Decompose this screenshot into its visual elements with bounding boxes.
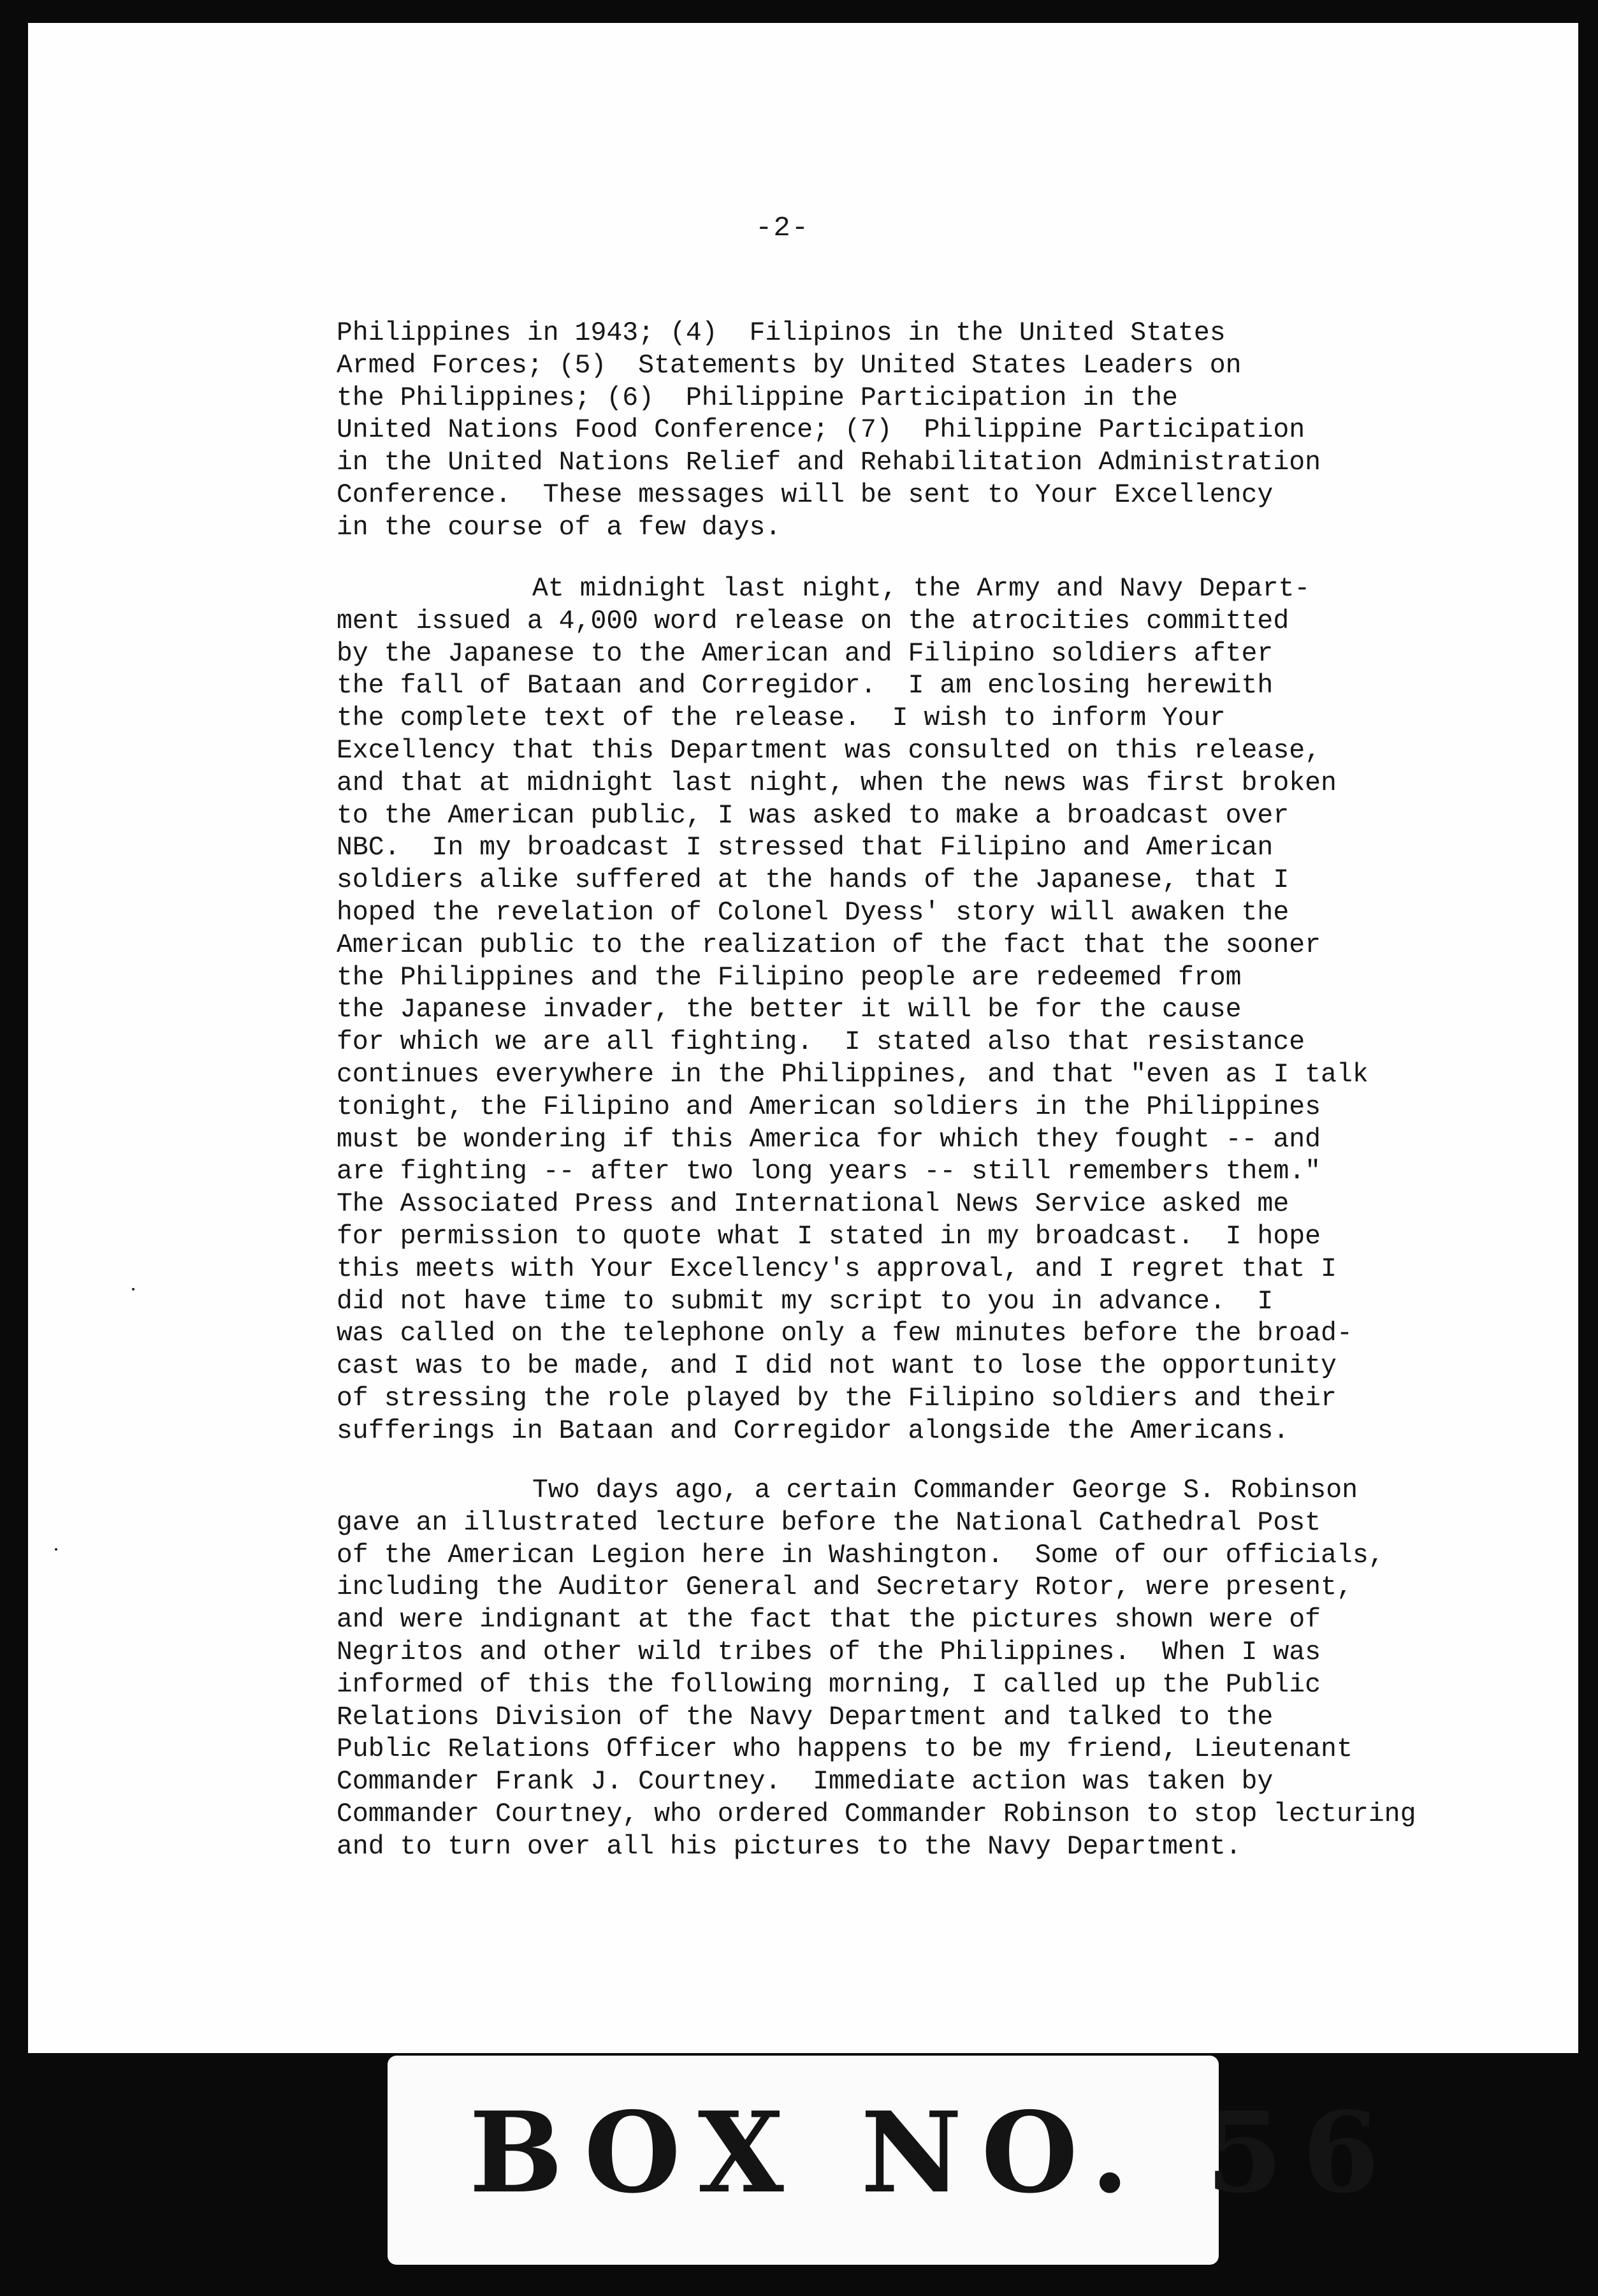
text-line: tonight, the Filipino and American soldiers in the Philippines	[337, 1092, 1321, 1122]
paragraph-2	[337, 573, 1369, 1448]
text-line: the Philippines; (6) Philippine Participation in the	[337, 383, 1178, 413]
text-line: Two days ago, a certain Commander George S. Robinson	[532, 1475, 1358, 1505]
text-line: and were indignant at the fact that the pictures shown were of	[337, 1605, 1321, 1635]
paragraph-3	[337, 1475, 1416, 1864]
text-line: and that at midnight last night, when the news was first broken	[337, 768, 1337, 798]
film-speck	[132, 1288, 134, 1291]
text-line: hoped the revelation of Colonel Dyess' story will awaken the	[337, 897, 1289, 928]
text-line: soldiers alike suffered at the hands of the Japanese, that I	[337, 865, 1289, 896]
box-label: BOX NO. 56	[469, 2088, 1399, 2218]
text-line: including the Auditor General and Secretary Rotor, were present,	[337, 1572, 1353, 1603]
paragraph-1	[337, 318, 1321, 545]
text-line: and to turn over all his pictures to the Navy Department.	[337, 1831, 1242, 1862]
text-line: for permission to quote what I stated in my broadcast. I hope	[337, 1221, 1321, 1252]
page-number: -2-	[755, 212, 810, 244]
text-line: Armed Forces; (5) Statements by United States Leaders on	[337, 350, 1242, 381]
text-line: ment issued a 4,000 word release on the atrocities committed	[337, 606, 1289, 636]
text-line: Negritos and other wild tribes of the Philippines. When I was	[337, 1637, 1321, 1667]
text-line: Public Relations Officer who happens to be my friend, Lieutenant	[337, 1734, 1353, 1765]
text-line: by the Japanese to the American and Filipino soldiers after	[337, 638, 1274, 669]
text-line: Commander Courtney, who ordered Commander Robinson to stop lecturing	[337, 1799, 1416, 1829]
text-line: continues everywhere in the Philippines, and that "even as I talk	[337, 1059, 1369, 1090]
text-line: Philippines in 1943; (4) Filipinos in the United States	[337, 318, 1226, 348]
text-line: did not have time to submit my script to you in advance. I	[337, 1286, 1274, 1317]
box-label-card	[388, 2056, 1399, 2265]
text-line: the fall of Bataan and Corregidor. I am enclosing herewith	[337, 671, 1274, 701]
text-line: The Associated Press and International News Service asked me	[337, 1189, 1289, 1220]
text-line: the complete text of the release. I wish to inform Your	[337, 703, 1226, 734]
text-line: the Japanese invader, the better it will be for the cause	[337, 995, 1242, 1025]
text-line: American public to the realization of the fact that the sooner	[337, 930, 1321, 960]
text-line: to the American public, I was asked to make a broadcast over	[337, 800, 1289, 831]
text-line: gave an illustrated lecture before the National Cathedral Post	[337, 1507, 1321, 1538]
text-line: Commander Frank J. Courtney. Immediate action was taken by	[337, 1767, 1274, 1797]
text-line: are fighting -- after two long years -- still remembers them."	[337, 1157, 1321, 1187]
text-line: in the United Nations Relief and Rehabilitation Administration	[337, 448, 1321, 478]
text-line: Conference. These messages will be sent to Your Excellency	[337, 479, 1274, 510]
text-line: NBC. In my broadcast I stressed that Filipino and American	[337, 833, 1274, 863]
text-line: cast was to be made, and I did not want to lose the opportunity	[337, 1351, 1337, 1382]
text-line: of the American Legion here in Washington. Some of our officials,	[337, 1540, 1384, 1570]
text-line: of stressing the role played by the Filipino soldiers and their	[337, 1383, 1337, 1414]
text-line: Excellency that this Department was consulted on this release,	[337, 735, 1321, 766]
text-line: in the course of a few days.	[337, 512, 781, 543]
text-line: Relations Division of the Navy Department and talked to the	[337, 1702, 1274, 1732]
text-line: At midnight last night, the Army and Navy Depart-	[532, 574, 1311, 604]
text-line: must be wondering if this America for which they fought -- and	[337, 1124, 1321, 1155]
text-line: sufferings in Bataan and Corregidor alongside the Americans.	[337, 1415, 1289, 1446]
text-line: for which we are all fighting. I stated also that resistance	[337, 1027, 1305, 1058]
text-line: the Philippines and the Filipino people are redeemed from	[337, 962, 1242, 993]
text-line: was called on the telephone only a few minutes before the broad-	[337, 1319, 1353, 1349]
text-line: United Nations Food Conference; (7) Philippine Participation	[337, 415, 1305, 446]
text-line: informed of this the following morning, I called up the Public	[337, 1669, 1321, 1700]
text-line: this meets with Your Excellency's approval, and I regret that I	[337, 1254, 1337, 1284]
film-speck	[55, 1548, 57, 1551]
